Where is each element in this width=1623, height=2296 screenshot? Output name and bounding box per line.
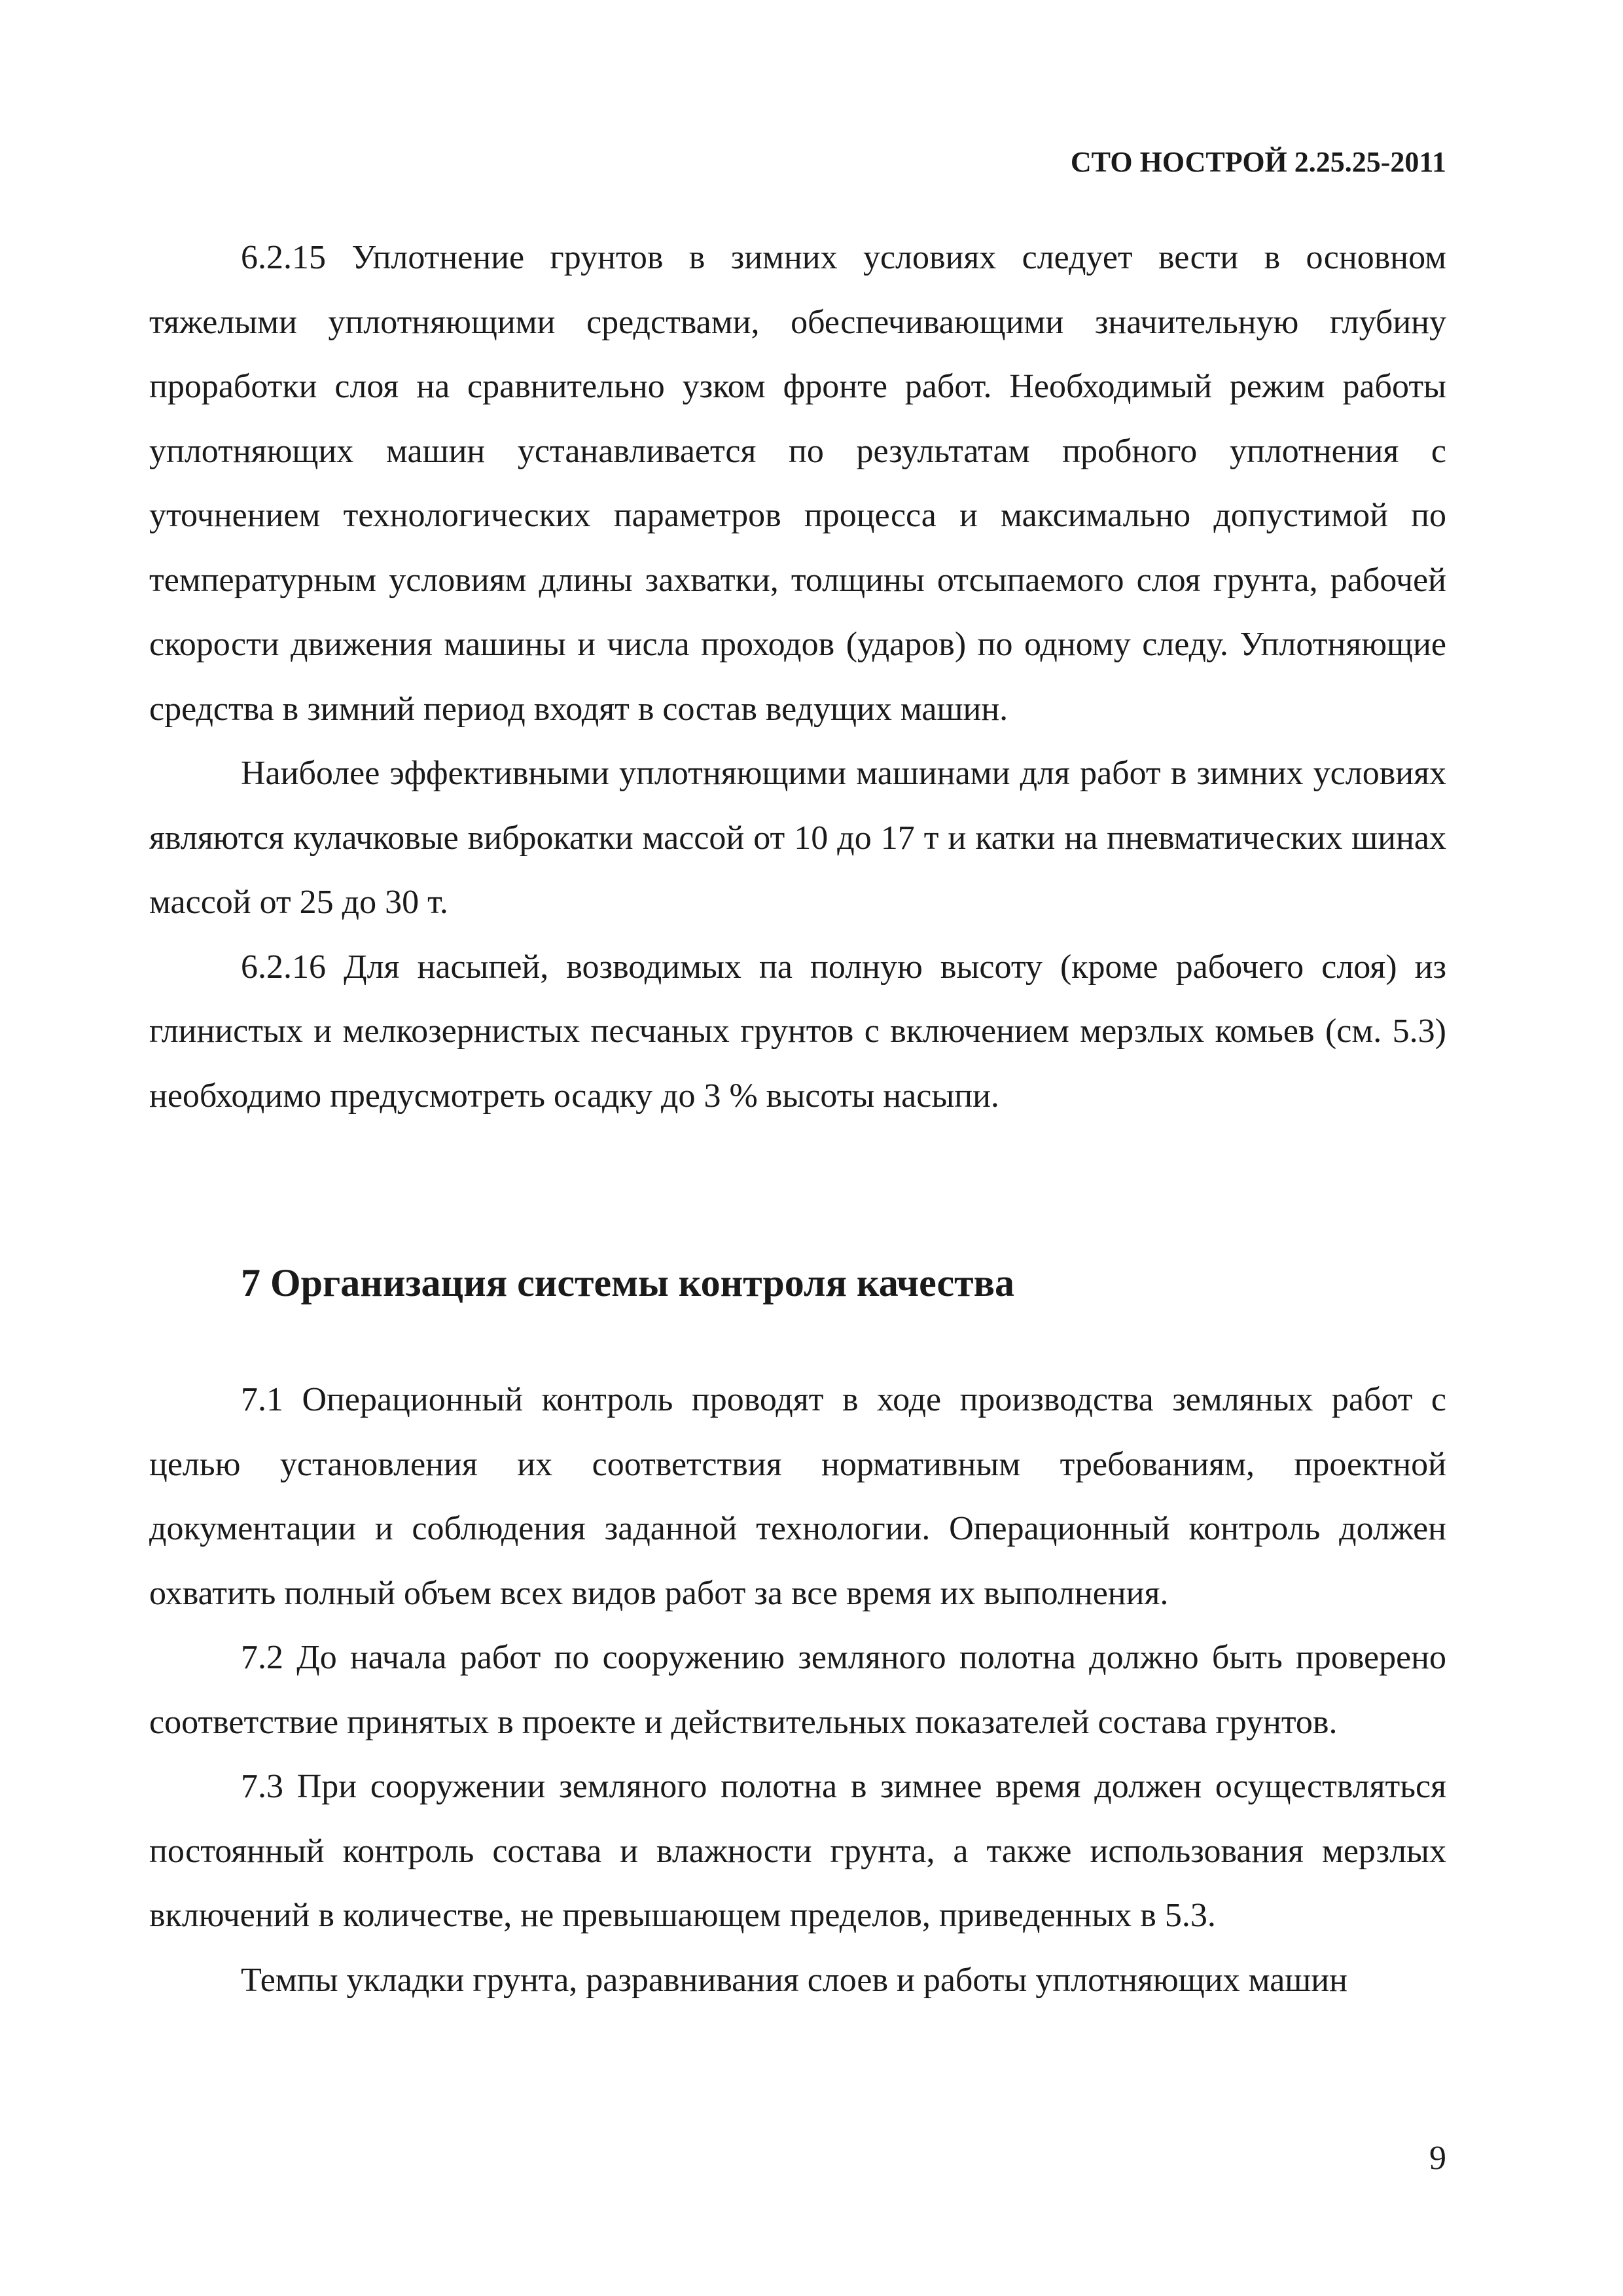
paragraph-6-2-16: 6.2.16 Для насыпей, возводимых па полную высоту (кроме рабочего слоя) из глинистых и мелкозернистых песчаных грунтов с включением мерзлых комьев (см. 5.3) необходимо предусмотреть осадку до 3 % высоты насыпи. — [149, 948, 1446, 1115]
page-number: 9 — [1429, 2140, 1446, 2177]
paragraph-6-2-15-continued: Наиболее эффективными уплотняющими машинами для работ в зимних условиях являются кулачковые виброкатки массой от 10 до 17 т и катки на пневматических шинах массой от 25 до 30 т. — [149, 755, 1446, 921]
paragraph-7-3: 7.3 При сооружении земляного полотна в зимнее время должен осуществляться постоянный контроль состава и влажности грунта, а также использования мерзлых включений в количестве, не превышающем пределов, приведенных в 5.3. — [149, 1768, 1446, 1934]
paragraph-7-3-continued: Темпы укладки грунта, разравнивания слоев и работы уплотняющих машин — [241, 1961, 1347, 1999]
paragraph-7-2: 7.2 До начала работ по сооружению земляного полотна должно быть проверено соответствие принятых в проекте и действительных показателей состава грунтов. — [149, 1639, 1446, 1741]
paragraph-7-1: 7.1 Операционный контроль проводят в ходе производства земляных работ с целью установления их соответствия нормативным требованиям, проектной документации и соблюдения заданной технологии. Операционный контроль должен охватить полный объем всех видов работ за все время их выполнения. — [149, 1381, 1446, 1612]
page-body — [149, 226, 1446, 2013]
section-7-title: 7 Организация системы контроля качества — [241, 1261, 1015, 1304]
document-code-header: СТО НОСТРОЙ 2.25.25-2011 — [1070, 146, 1446, 178]
paragraph-6-2-15: 6.2.15 Уплотнение грунтов в зимних условиях следует вести в основном тяжелыми уплотняющими средствами, обеспечивающими значительную глубину проработки слоя на сравнительно узком фронте работ. Необходимый режим работы уплотняющих машин устанавливается по результатам пробного уплотнения с уточнением технологических параметров процесса и максимально допустимой по температурным условиям длины захватки, толщины отсыпаемого слоя грунта, рабочей скорости движения машины и числа проходов (ударов) по одному следу. Уплотняющие средства в зимний период входят в состав ведущих машин. — [149, 239, 1446, 728]
